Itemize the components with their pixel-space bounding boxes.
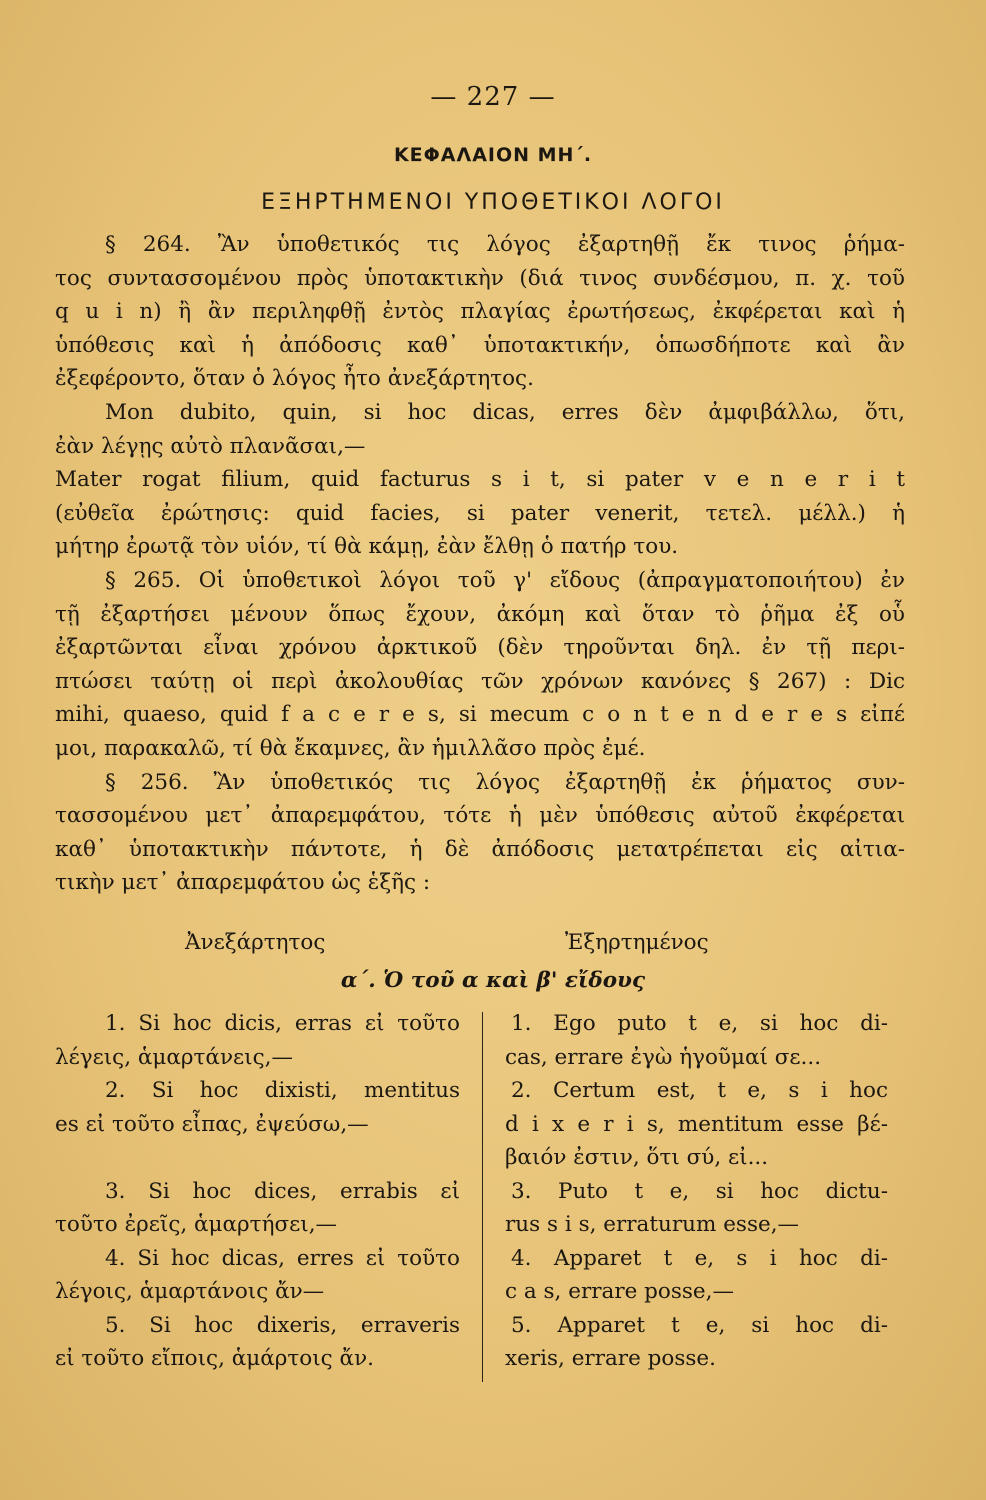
example-line: 4. Si hoc dicas, erres εἰ τοῦτο xyxy=(105,1245,460,1271)
example-line: 2. Certum est, t e, s i hoc xyxy=(511,1078,888,1103)
example-line: 3. Puto t e, si hoc dictu- xyxy=(511,1178,888,1204)
text-line: μοι, παρακαλῶ, τί θὰ ἔκαμνες, ἂν ἡμιλλᾶσο πρὸς ἐμέ. xyxy=(55,735,646,761)
example-line: βαιόν ἐστιν, ὅτι σύ, εἰ... xyxy=(505,1145,769,1170)
example-line: 3. Si hoc dices, errabis εἰ xyxy=(105,1178,460,1204)
example-line: 1. Ego puto t e, si hoc di- xyxy=(511,1011,888,1036)
text-line: § 264. Ἂν ὑποθετικός τις λόγος ἐξαρτηθῇ ἔκ τινος ῥήμα- xyxy=(105,232,905,257)
text-line: τασσομένου μετ᾽ ἀπαρεμφάτου, τότε ἡ μὲν ὑπόθεσις αὐτοῦ ἐκφέρεται xyxy=(55,803,905,829)
independent-column xyxy=(55,1007,460,1376)
text-line: ὑπόθεσις καὶ ἡ ἀπόδοσις καθ᾽ ὑποτακτικήν, ὁπωσδήποτε καὶ ἂν xyxy=(55,332,905,358)
example-line: 1. Si hoc dicis, erras εἰ τοῦτο xyxy=(105,1011,460,1036)
chapter-heading: ΚΕΦΑΛΑΙΟΝ ΜΗ΄. xyxy=(393,144,593,166)
example-line: es εἰ τοῦτο εἶπας, ἐψεύσω,— xyxy=(55,1111,369,1137)
main-text xyxy=(55,228,905,900)
text-line: Mon dubito, quin, si hoc dicas, erres δὲν ἀμφιβάλλω, ὅτι, xyxy=(105,399,905,425)
text-line: τῇ ἐξαρτήσει μένουν ὅπως ἔχουν, ἀκόμη καὶ ὅταν τὸ ῥῆμα ἐξ οὗ xyxy=(55,601,905,627)
text-line: μήτηρ ἐρωτᾷ τὸν υἱόν, τί θὰ κάμῃ, ἐὰν ἔλθῃ ὁ πατήρ του. xyxy=(55,534,679,560)
text-line: ἐξαρτῶνται εἶναι χρόνου ἀρκτικοῦ (δὲν τηροῦνται δηλ. ἐν τῇ περι- xyxy=(55,635,905,661)
page-number: — 227 — xyxy=(430,82,556,112)
example-line: d i x e r i s, mentitum esse βέ- xyxy=(505,1111,888,1137)
left-column-heading: Ἀνεξάρτητος xyxy=(185,930,326,955)
text-line: καθ᾽ ὑποτακτικὴν πάντοτε, ἡ δὲ ἀπόδοσις μετατρέπεται εἰς αἰτια- xyxy=(55,836,905,862)
example-line: 5. Si hoc dixeris, erraveris xyxy=(105,1312,460,1338)
right-column-heading: Ἐξηρτημένος xyxy=(565,930,709,955)
text-line: q u i n) ἢ ἂν περιληφθῇ ἐντὸς πλαγίας ἐρωτήσεως, ἐκφέρεται καὶ ἡ xyxy=(55,299,905,325)
column-headings xyxy=(55,930,905,964)
example-line: 5. Apparet t e, si hoc di- xyxy=(511,1312,888,1338)
example-line: rus s i s, erraturum esse,— xyxy=(505,1212,800,1237)
example-line: xeris, errare posse. xyxy=(505,1346,716,1371)
text-line: § 265. Οἱ ὑποθετικοὶ λόγοι τοῦ γ' εἴδους (ἀπραγματοποιήτου) ἐν xyxy=(105,567,905,593)
text-line: τικὴν μετ᾽ ἀπαρεμφάτου ὡς ἑξῆς : xyxy=(55,870,431,896)
text-line: (εὐθεῖα ἐρώτησις: quid facies, si pater venerit, τετελ. μέλλ.) ἡ xyxy=(55,500,905,526)
example-line: 2. Si hoc dixisti, mentitus xyxy=(105,1078,460,1103)
chapter-title: ΕΞΗΡΤΗΜΕΝΟΙ ΥΠΟΘΕΤΙΚΟΙ ΛΟΓΟΙ xyxy=(261,190,725,215)
text-line: πτώσει ταύτῃ οἱ περὶ ἀκολουθίας τῶν χρόνων κανόνες § 267) : Dic xyxy=(55,668,905,694)
section-subheading: α΄. Ὁ τοῦ α καὶ β' εἴδους xyxy=(340,968,646,993)
example-line: 4. Apparet t e, s i hoc di- xyxy=(511,1245,888,1271)
dependent-column xyxy=(505,1007,888,1376)
example-line: cas, errare ἐγὼ ἡγοῦμαί σε... xyxy=(505,1044,822,1070)
column-divider xyxy=(482,1012,483,1382)
example-line: εἰ τοῦτο εἴποις, ἁμάρτοις ἄν. xyxy=(55,1346,374,1371)
example-line: c a s, errare posse,— xyxy=(505,1279,734,1304)
example-line: τοῦτο ἐρεῖς, ἁμαρτήσει,— xyxy=(55,1212,338,1237)
text-line: mihi, quaeso, quid f a c e r e s, si mecum c o n t e n d e r e s εἰπέ xyxy=(55,702,905,728)
text-line: ἐξεφέροντο, ὅταν ὁ λόγος ἦτο ἀνεξάρτητος. xyxy=(55,366,534,392)
text-line: Mater rogat filium, quid facturus s i t, si pater v e n e r i t xyxy=(55,467,905,493)
text-line: § 256. Ἂν ὑποθετικός τις λόγος ἐξαρτηθῇ ἐκ ῥήματος συν- xyxy=(105,769,905,795)
text-line: τος συντασσομένου πρὸς ὑποτακτικὴν (διά τινος συνδέσμου, π. χ. τοῦ xyxy=(55,265,905,291)
example-line: λέγοις, ἁμαρτάνοις ἄν— xyxy=(55,1279,325,1304)
text-line: ἐὰν λέγῃς αὐτὸ πλανᾶσαι,— xyxy=(55,433,366,459)
example-line: λέγεις, ἁμαρτάνεις,— xyxy=(55,1044,293,1070)
